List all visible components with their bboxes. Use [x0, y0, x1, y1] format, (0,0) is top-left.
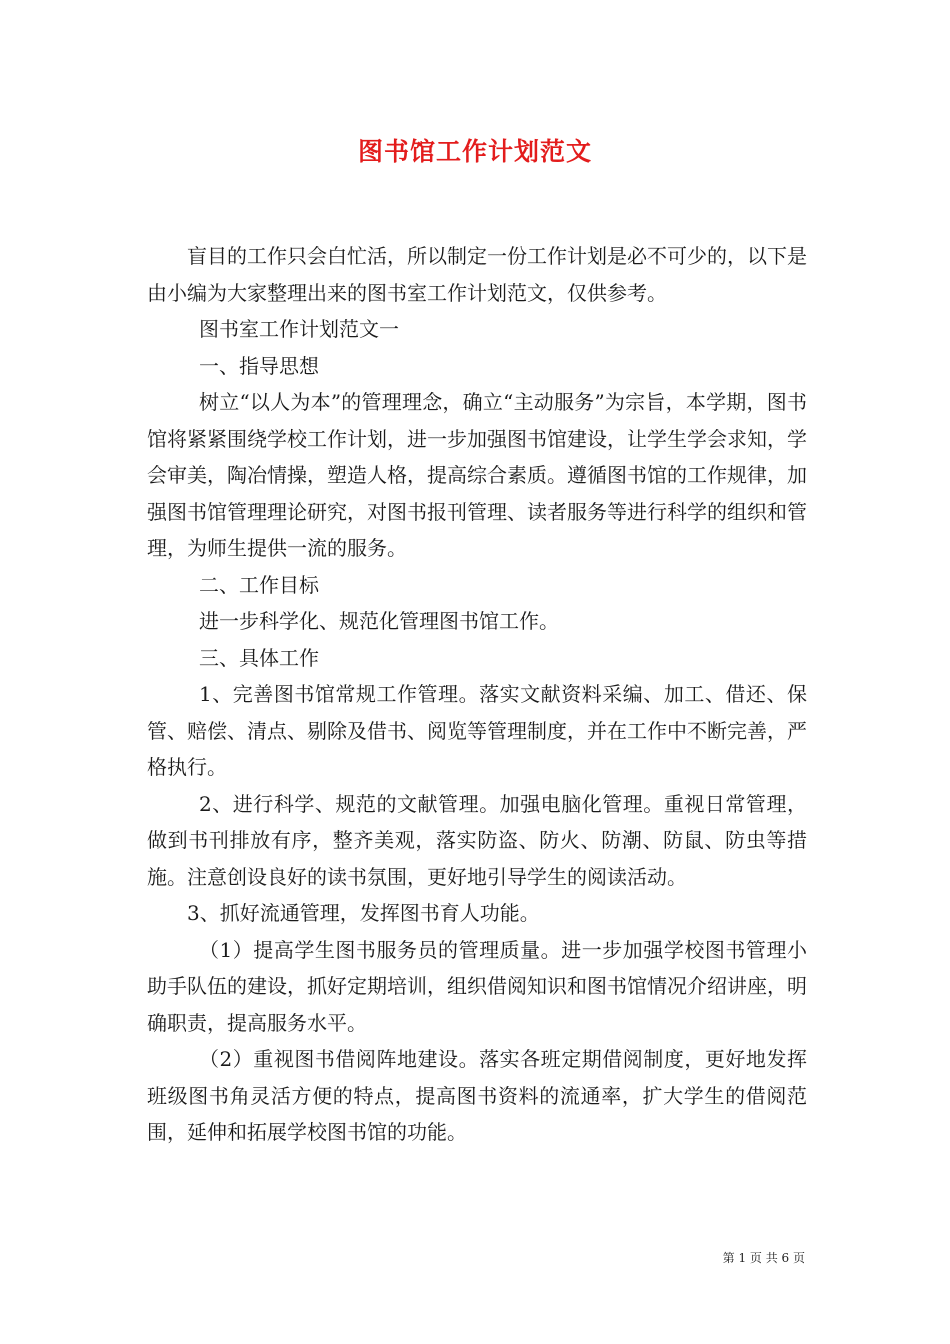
body-paragraph: 3、抓好流通管理，发挥图书育人功能。: [187, 901, 540, 925]
section-heading: 图书室工作计划范文一: [199, 317, 399, 341]
document-body: [147, 238, 807, 1151]
page-number: 第 1 页 共 6 页: [722, 1251, 805, 1265]
body-paragraph: （1）提高学生图书服务员的管理质量。进一步加强学校图书管理小助手队伍的建设，抓好定期培训，组织借阅知识和图书馆情况介绍讲座，明确职责，提高服务水平。: [147, 937, 807, 1035]
section-heading: 二、工作目标: [199, 572, 319, 597]
intro-paragraph: 盲目的工作只会白忙活，所以制定一份工作计划是必不可少的，以下是由小编为大家整理出来的图书室工作计划范文，仅供参考。: [147, 244, 807, 305]
document-title: 图书馆工作计划范文: [357, 137, 592, 166]
section-heading: 一、指导思想: [199, 353, 319, 378]
body-paragraph: 树立“以人为本”的管理理念，确立“主动服务”为宗旨，本学期，图书馆将紧紧围绕学校工作计划，进一步加强图书馆建设，让学生学会求知，学会审美，陶冶情操，塑造人格，提高综合素质。遵循图书馆的工作规律，加强图书馆管理理论研究，对图书报刊管理、读者服务等进行科学的组织和管理，为师生提供一流的服务。: [147, 390, 807, 560]
body-paragraph: （2）重视图书借阅阵地建设。落实各班定期借阅制度，更好地发挥班级图书角灵活方便的特点，提高图书资料的流通率，扩大学生的借阅范围，延伸和拓展学校图书馆的功能。: [147, 1047, 807, 1144]
body-paragraph: 1、完善图书馆常规工作管理。落实文献资料采编、加工、借还、保管、赔偿、清点、剔除及借书、阅览等管理制度，并在工作中不断完善，严格执行。: [147, 682, 807, 779]
body-paragraph: 进一步科学化、规范化管理图书馆工作。: [199, 609, 559, 633]
body-paragraph: 2、进行科学、规范的文献管理。加强电脑化管理。重视日常管理，做到书刊排放有序，整齐美观，落实防盗、防火、防潮、防鼠、防虫等措施。注意创设良好的读书氛围，更好地引导学生的阅读活动。: [147, 791, 807, 889]
section-heading: 三、具体工作: [199, 645, 319, 670]
